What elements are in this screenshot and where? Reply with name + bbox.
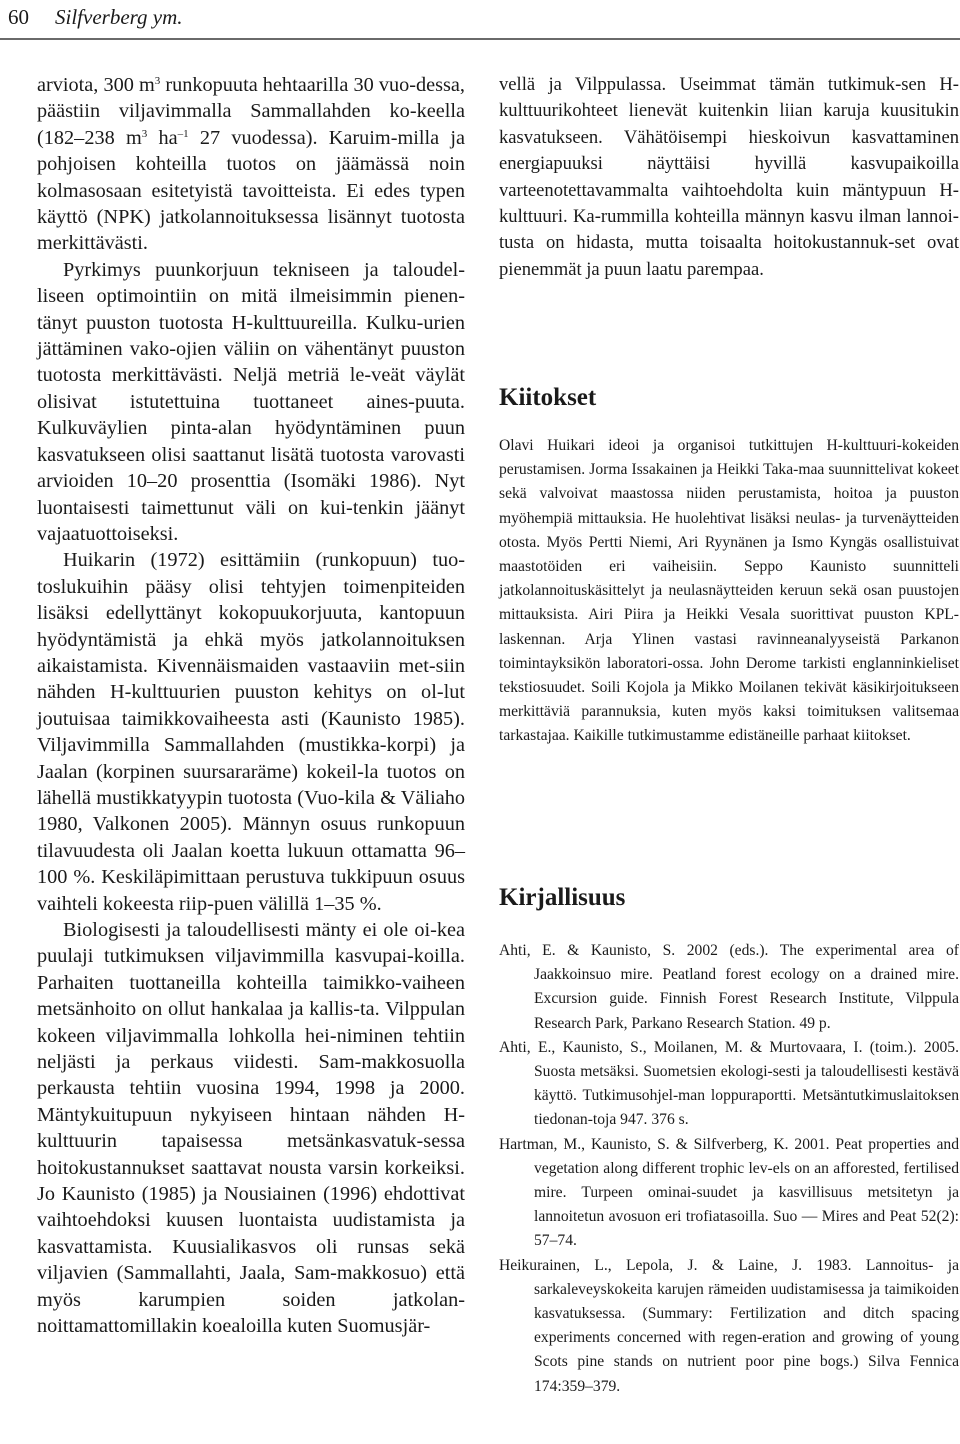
paragraph-2: Pyrkimys puunkorjuun tekniseen ja taloudel-liseen optimointiin on mitä ilmeisimmin pienen-tänyt puuston tuotosta H-kulttuureilla. Kulku-urien jättäminen vako-ojien väliin on vähentänyt puuston tuotosta merkittävästi. Neljä metriä le-veät väylät olisivat istutettuina tuottaneet aines-puuta. Kulkuväylien pinta-alan hyödyntäminen puun kasvatukseen olisi saattanut lisätä tuotosta varovasti arvioiden 10–20 prosenttia (Isomäki 1986). Nyt luontaisesti taimettunut väli on kui-tenkin jäänyt vajaatuottoiseksi. (37, 258, 465, 545)
paragraph-1-part-b: runkopuuta hehtaarilla 30 vuo-dessa, päästiin viljavimmalla Sammallahden ko-keella (182–238 m (37, 74, 465, 149)
paragraph-1-part-c: ha (147, 126, 178, 149)
reference-item: Hartman, M., Kaunisto, S. & Silfverberg, K. 2001. Peat properties and vegetation along different trophic lev-els on an afforested, fertilised mire. Turpeen ominai-suudet ja kasvillisuus metsitetyn ja lannoitetun avosuon eri trofiatasoilla. Suo — Mires and Peat 52(2): 57–74. (499, 1135, 959, 1250)
paragraph-4: Biologisesti ja taloudellisesti mänty ei ole oi-kea puulaji tutkimuksen viljavimmilla kasvupai-koilla. Parhaiten tuottaneilla kohteilla taimikko-vaiheen metsänhoito on ollut hankalaa ja kallis-ta. Vilppulan kokeen viljavimmalla lohkolla hei-niminen tehtiin neljästi ja perkaus viidesti. Sam-makkosuolla perkausta tehtiin vuosina 1994, 1998 ja 2000. Mäntykuitupuun nykyiseen hintaan nähden H-kulttuurin tapaisessa metsänkasvatuk-sessa hoitokustannukset saattavat nousta varsin korkeiksi. Jo Kaunisto (1985) ja Nousiainen (1996) ehdottivat vaihtoehdoksi kuusen luontaista uudistamista ja kasvattamista. Kuusialikasvos oli runsas sekä viljavien (Sammallahti, Jaala, Sam-makkosuo) että myös karumpien soiden jatkolan-noittamattomillakin koealoilla kuten Suomusjär- (37, 919, 465, 1338)
continuation-paragraph: vellä ja Vilppulassa. Useimmat tämän tutkimuk-sen H-kulttuurikohteet lienevät kuitenkin liian karuja kuusitukin kasvatukseen. Vähätöisempi hieskoivun kasvattaminen energiapuuksi näyttäisi hyvillä kasvupaikoilla varteenotettavammalta vaihtoehdolta kuin mäntypuun H-kulttuuri. Ka-rummilla kohteilla männyn kasvu ilman lannoi-tusta on hidasta, mutta toisaalta hoitokustannuk-set ovat pienemmät ja puun laatu parempaa. (499, 74, 959, 280)
acknowledgements-text: Olavi Huikari ideoi ja organisoi tutkittujen H-kulttuuri-kokeiden perustamisen. Jorma Issakainen ja Heikki Taka-maa suunnittelivat kokeet sekä valvoivat maastossa niiden perustamista, hoitoa ja puuston myöhempiä mittauksia. He huolehtivat lisäksi neulas- ja turvenäytteiden otosta. Myös Pertti Niemi, Ari Ryynänen ja Ismo Kyngäs osallistuivat maastotöiden eri vaiheisiin. Seppo Kaunisto suunnitteli jatkolannoituskäsittelyt ja neulasnäytteiden keruun sekä osan puustojen mittauksista. Airi Piira ja Heikki Vesala suorittivat puuston KPL-laskennan. Arja Ylinen vastasi ravinneanalyyseistä Parkanon toimintayksikön laboratori-ossa. John Derome tarkisti englanninkieliset tekstiosuudet. Soili Kojola ja Mikko Moilanen tekivät käsikirjoitukseen merkittäviä parannuksia, kuten myös kaksi toimituksen valitsemaa tarkastajaa. Kaikille tutkimustamme edistäneille parhaat kiitokset. (499, 437, 959, 745)
paragraph-3: Huikarin (1972) esittämiin (runkopuun) tuo-toslukuihin pääsy olisi tehtyjen toimenpiteiden lisäksi edellyttänyt kokopuukorjuuta, kantopuun hyödyntämistä ja ehkä myös jatkolannoituksen aikaistamista. Kivennäismaiden vastaaviin met-siin nähden H-kulttuurien puuston kehitys on ol-lut joutuisaa taimikkovaiheesta asti (Kaunisto 1985). Viljavimmilla Sammallahden (mustikka-korpi) ja Jaalan (korpinen suursararäme) kokeil-la tuotos on lähellä mustikkatyypin tuotosta (Vuo-kila & Väliaho 1980, Valkonen 2005). Männyn osuus runkopuun tilavuudesta oli Jaalan koetta lukuun ottamatta 96–100 %. Keskiläpimittaan perustuva tukkipuun osuus vaihteli kokeesta riip-puen välillä 1–35 %. (37, 549, 465, 915)
left-column (37, 72, 465, 1340)
header-rule (0, 38, 960, 40)
running-head (8, 2, 183, 32)
superscript-cubic-2: 3 (141, 127, 148, 140)
paragraph-1 (37, 72, 465, 257)
acknowledgements-heading: Kiitokset (499, 384, 597, 411)
reference-item: Heikurainen, L., Lepola, J. & Laine, J. 1983. Lannoitus- ja sarkaleveyskokeita karujen rämeiden uudistamisessa ja taimikoiden kasvatuksessa. (Summary: Fertilization and ditch spacing experiments concerned with regen-eration and growing of young Scots pine stands on nutrient poor pine bogs.) Silva Fennica 174:359–379. (499, 1256, 959, 1395)
reference-item: Ahti, E., Kaunisto, S., Moilanen, M. & Murtovaara, I. (toim.). 2005. Suosta metsäksi. Suometsien ekologi-sesti ja taloudellisesti kestävä käyttö. Tutkimusohjel-man loppuraportti. Metsäntutkimuslaitoksen tiedonan-toja 947. 376 s. (499, 1038, 959, 1129)
superscript-minus-one: –1 (177, 127, 189, 140)
superscript-cubic-1: 3 (154, 75, 161, 87)
running-title: Silfverberg ym. (55, 5, 183, 29)
references-heading: Kirjallisuus (499, 884, 626, 911)
paragraph-1-part-a: arviota, 300 m (37, 74, 155, 96)
reference-list (499, 939, 959, 1399)
right-column (499, 72, 959, 1395)
page-number: 60 (8, 5, 29, 29)
reference-item: Ahti, E. & Kaunisto, S. 2002 (eds.). The experimental area of Jaakkoinsuo mire. Peatland forest ecology on a drained mire. Excursion guide. Finnish Forest Research Institute, Vilppula Research Park, Parkano Research Station. 49 p. (499, 942, 959, 1032)
paragraph-1-part-d: 27 vuodessa). Karuim-milla ja pohjoisen kohteilla tuotos on jäämässä noin kolmasosaan esitetyistä tavoitteista. Ei edes typen käyttö (NPK) jatkolannoituksessa lisännyt tuotosta merkittävästi. (37, 126, 466, 255)
